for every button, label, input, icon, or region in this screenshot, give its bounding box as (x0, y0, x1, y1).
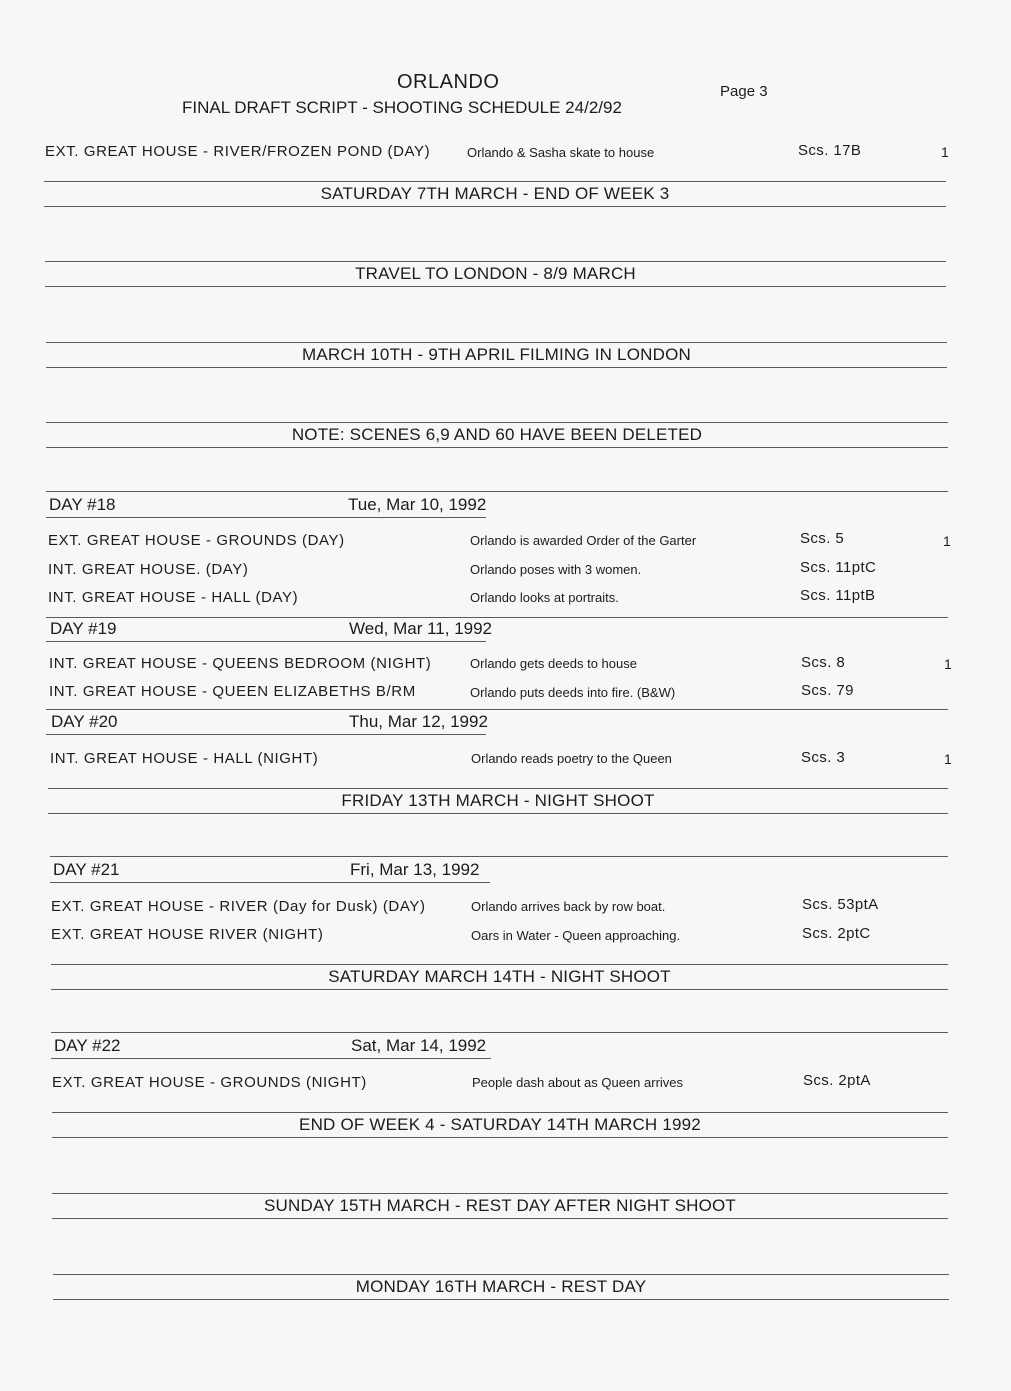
day-number: DAY #22 (54, 1036, 121, 1055)
day-date: Fri, Mar 13, 1992 (350, 860, 480, 879)
page-count: 1 (943, 533, 951, 549)
scene-description: Orlando looks at portraits. (470, 590, 619, 605)
day-date: Thu, Mar 12, 1992 (349, 712, 488, 731)
divider (51, 1058, 491, 1059)
divider (50, 882, 490, 883)
scene-description: Oars in Water - Queen approaching. (471, 928, 681, 943)
divider (46, 734, 486, 735)
page-count: 1 (944, 656, 952, 672)
banner-saturday-night-shoot: SATURDAY MARCH 14TH - NIGHT SHOOT (51, 964, 948, 990)
scene-number: Scs. 53ptA (802, 896, 879, 913)
scene-number: Scs. 79 (801, 682, 854, 699)
banner-end-of-week-4: END OF WEEK 4 - SATURDAY 14TH MARCH 1992 (52, 1112, 948, 1138)
document-subtitle: FINAL DRAFT SCRIPT - SHOOTING SCHEDULE 24/2/92 (182, 98, 622, 117)
scene-number: Scs. 11ptB (800, 587, 876, 604)
scene-description: Orlando & Sasha skate to house (467, 145, 655, 160)
scene-heading: EXT. GREAT HOUSE - GROUNDS (DAY) (48, 532, 345, 549)
scene-description: Orlando poses with 3 women. (470, 562, 642, 577)
scene-heading: INT. GREAT HOUSE - QUEEN ELIZABETHS B/RM (49, 683, 416, 700)
page-count: 1 (941, 144, 949, 160)
scene-number: Scs. 8 (801, 654, 846, 671)
scene-number: Scs. 3 (801, 749, 846, 766)
scene-heading: INT. GREAT HOUSE - QUEENS BEDROOM (NIGHT) (49, 655, 432, 672)
scene-number: Scs. 2ptC (802, 925, 871, 942)
scene-heading: INT. GREAT HOUSE - HALL (DAY) (48, 589, 299, 606)
day-date: Wed, Mar 11, 1992 (349, 619, 493, 638)
divider (50, 856, 948, 857)
scene-description: Orlando arrives back by row boat. (471, 899, 666, 914)
banner-end-of-week-3: SATURDAY 7TH MARCH - END OF WEEK 3 (44, 181, 946, 207)
banner-deleted-scenes-note: NOTE: SCENES 6,9 AND 60 HAVE BEEN DELETED (46, 422, 948, 448)
divider (46, 517, 486, 518)
day-number: DAY #18 (49, 495, 116, 514)
banner-filming-in-london: MARCH 10TH - 9TH APRIL FILMING IN LONDON (46, 342, 947, 368)
day-date: Sat, Mar 14, 1992 (351, 1036, 487, 1055)
scene-description: Orlando puts deeds into fire. (B&W) (470, 685, 676, 700)
scene-description: Orlando is awarded Order of the Garter (470, 533, 697, 548)
scene-heading: INT. GREAT HOUSE - HALL (NIGHT) (50, 750, 319, 767)
scene-heading: EXT. GREAT HOUSE RIVER (NIGHT) (51, 926, 324, 943)
page-count: 1 (944, 751, 952, 767)
scene-number: Scs. 11ptC (800, 559, 877, 576)
scene-heading: EXT. GREAT HOUSE - RIVER/FROZEN POND (DAY) (45, 143, 431, 160)
divider (46, 491, 948, 492)
banner-monday-rest-day: MONDAY 16TH MARCH - REST DAY (53, 1274, 949, 1300)
scene-heading: EXT. GREAT HOUSE - RIVER (Day for Dusk) (DAY) (51, 898, 426, 915)
scene-description: People dash about as Queen arrives (472, 1075, 684, 1090)
banner-friday-night-shoot: FRIDAY 13TH MARCH - NIGHT SHOOT (48, 788, 948, 814)
scene-number: Scs. 2ptA (803, 1072, 871, 1089)
banner-travel-to-london: TRAVEL TO LONDON - 8/9 MARCH (45, 261, 946, 287)
divider (46, 617, 948, 618)
divider (46, 641, 486, 642)
day-date: Tue, Mar 10, 1992 (348, 495, 487, 514)
divider (46, 709, 948, 710)
banner-sunday-rest-day: SUNDAY 15TH MARCH - REST DAY AFTER NIGHT SHOOT (52, 1193, 948, 1219)
scene-heading: INT. GREAT HOUSE. (DAY) (48, 561, 249, 578)
scene-number: Scs. 5 (800, 530, 845, 547)
day-number: DAY #21 (53, 860, 120, 879)
document-title: ORLANDO (397, 71, 500, 93)
day-number: DAY #19 (50, 619, 117, 638)
scene-description: Orlando reads poetry to the Queen (471, 751, 672, 766)
scene-description: Orlando gets deeds to house (470, 656, 637, 671)
scene-heading: EXT. GREAT HOUSE - GROUNDS (NIGHT) (52, 1074, 367, 1091)
day-number: DAY #20 (51, 712, 118, 731)
divider (51, 1032, 948, 1033)
page-number: Page 3 (720, 83, 768, 100)
scene-number: Scs. 17B (798, 142, 862, 159)
